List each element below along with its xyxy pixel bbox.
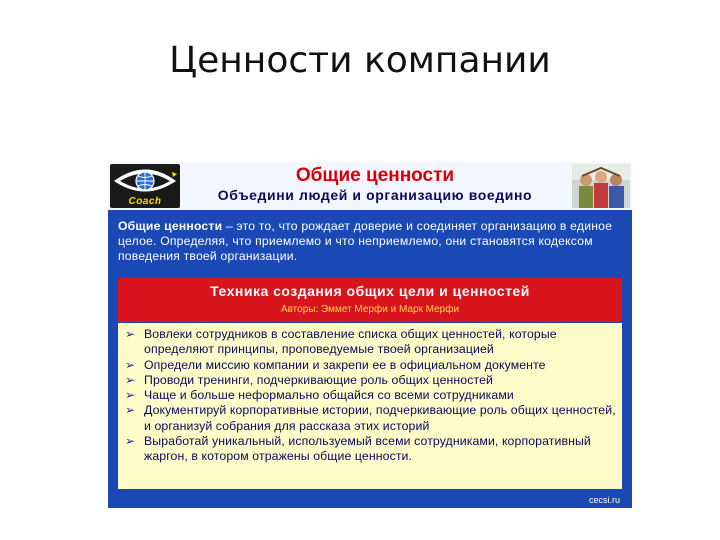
technique-list-box — [118, 323, 622, 489]
technique-title: Техника создания общих цели и ценностей — [210, 283, 530, 299]
list-item: ➢ Документируй корпоративные истории, подчеркивающие роль общих ценностей, и организуй собрания для рассказа этих историй — [125, 403, 616, 433]
poster-title: Общие ценности — [295, 165, 455, 186]
slide-title: Ценности компании — [169, 40, 551, 81]
definition-body: – это то, что рождает доверие и соединяет организацию в единое целое. Определяя, что приемлемо и что неприемлемо, они становятся кодексом поведения твоей организации. — [118, 219, 613, 263]
arrow-bullet-icon: ➢ — [125, 434, 136, 449]
list-item: ➢ Проводи тренинги, подчеркивающие роль общих ценностей — [125, 372, 493, 387]
authors-line: Авторы: Эммет Мерфи и Марк Мерфи — [280, 304, 460, 315]
list-item: ➢ Вовлеки сотрудников в составление списка общих ценностей, которые определяют принципы, проповедуемые твоей организацией — [125, 327, 557, 357]
values-poster — [108, 162, 632, 508]
definition-text — [118, 219, 628, 264]
technique-list — [118, 323, 622, 465]
arrow-bullet-icon: ➢ — [125, 372, 136, 387]
logo-text: Coach — [128, 196, 162, 207]
poster-subtitle: Объедини людей и организацию воедино — [217, 187, 533, 203]
team-photo — [572, 164, 630, 208]
list-item: ➢ Чаще и больше неформально общайся со всеми сотрудниками — [125, 388, 514, 403]
definition-term: Общие ценности — [118, 219, 223, 233]
arrow-bullet-icon: ➢ — [125, 327, 136, 341]
eye-globe-icon — [110, 164, 180, 196]
arrow-bullet-icon: ➢ — [125, 403, 136, 418]
technique-header — [118, 278, 622, 322]
source-credit: cecsi.ru — [588, 495, 620, 505]
arrow-bullet-icon: ➢ — [125, 388, 136, 403]
arrow-bullet-icon: ➢ — [125, 357, 136, 372]
poster-header — [108, 162, 632, 210]
list-item: ➢ Выработай уникальный, используемый всеми сотрудниками, корпоративный жаргон, в котором отражены общие ценности. — [125, 434, 591, 464]
coach-logo — [110, 164, 180, 208]
list-item: ➢ Определи миссию компании и закрепи ее в официальном документе — [125, 357, 546, 372]
